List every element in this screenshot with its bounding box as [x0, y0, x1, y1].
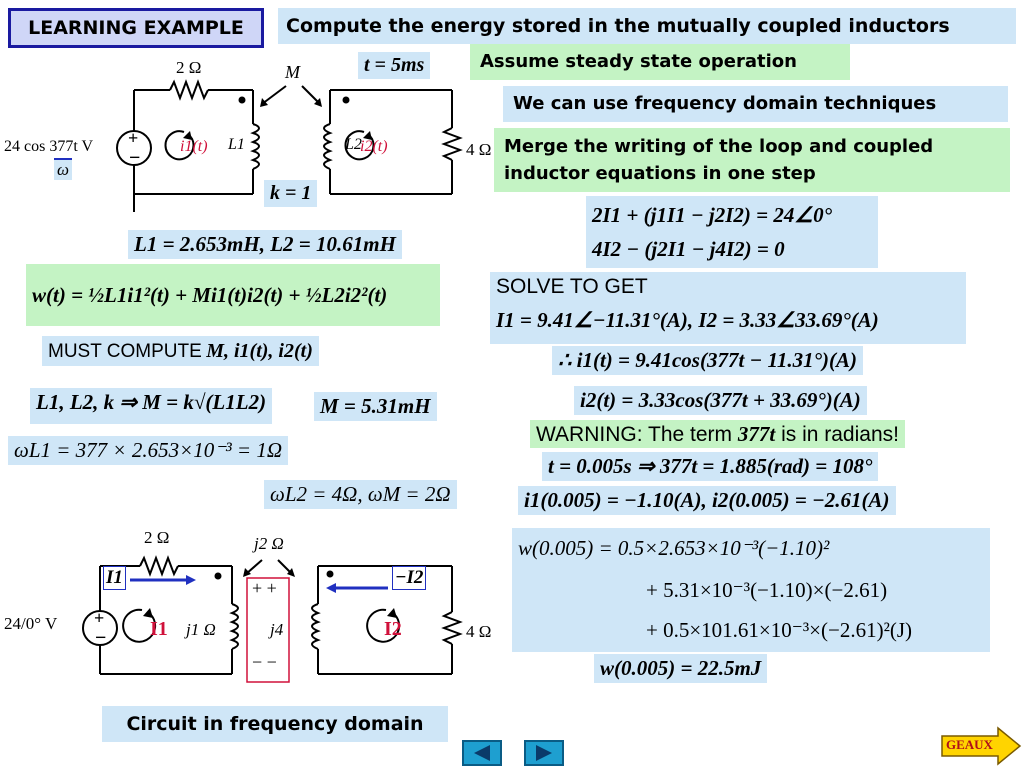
geaux-button[interactable]	[940, 726, 1022, 766]
inductor-L1	[253, 124, 259, 169]
previous-button[interactable]	[462, 740, 502, 766]
j4-label: j4	[270, 620, 284, 639]
freq-resistor-4-label: 4 Ω	[466, 622, 492, 641]
learning-example-badge: LEARNING EXAMPLE	[8, 8, 264, 48]
energy-computation	[512, 528, 990, 652]
inductor-j1	[232, 604, 238, 649]
circuit-caption: Circuit in frequency domain	[102, 706, 448, 742]
i1-time: ∴ i1(t) = 9.41cos(377t − 11.31°)(A)	[552, 346, 863, 375]
triangle-right-icon	[526, 742, 562, 764]
coupling-k: k = 1	[264, 180, 317, 207]
inductor-j4	[312, 604, 318, 649]
minus-signs: − −	[252, 652, 277, 672]
geaux-label: GEAUX	[946, 737, 993, 752]
warning-term: 377t	[737, 422, 776, 446]
warning-note	[530, 420, 905, 448]
page-title: Compute the energy stored in the mutually coupled inductors	[278, 8, 1016, 44]
inductance-values: L1 = 2.653mH, L2 = 10.61mH	[128, 230, 402, 259]
loop-equation-1: 2I1 + (j1I1 − j2I2) = 24∠0°	[592, 203, 833, 227]
svg-text:−: −	[129, 147, 141, 169]
resistor-2-ohm-freq	[140, 558, 178, 574]
resistor-4-ohm	[444, 128, 460, 160]
phasor-results: I1 = 9.41∠−11.31°(A), I2 = 3.33∠33.69°(A)	[496, 308, 879, 332]
loop-equations	[586, 196, 878, 268]
i2-time: i2(t) = 3.33cos(377t + 33.69°)(A)	[574, 386, 867, 415]
inductor-L2	[324, 124, 330, 169]
warning-text-b: is in radians!	[781, 423, 899, 446]
L2-label: L2	[345, 136, 362, 153]
must-compute-row	[42, 336, 319, 366]
I2-current-label: −I2	[392, 566, 426, 590]
I1-current-label: I1	[103, 566, 126, 590]
svg-text:+: +	[94, 608, 105, 628]
j1-label: j1 Ω	[186, 620, 216, 639]
resistor-2-ohm	[170, 82, 208, 98]
merge-note-line-2: inductor equations in one step	[504, 163, 816, 184]
triangle-left-icon	[464, 742, 500, 764]
loop-i1-label: i1(t)	[180, 138, 208, 155]
must-compute-label: MUST COMPUTE	[48, 341, 202, 362]
energy-line-2: + 5.31×10⁻³(−1.10)×(−2.61)	[646, 578, 888, 602]
energy-line-1: w(0.005) = 0.5×2.653×10⁻³(−1.10)²	[518, 536, 830, 560]
loop-I2-label: I2	[384, 618, 402, 640]
freq-source-label: 24/0° V	[4, 614, 58, 633]
merge-note	[494, 128, 1010, 192]
source-label: 24 cos 377t V	[4, 138, 94, 155]
mutual-label: M	[285, 62, 300, 82]
svg-text:−: −	[95, 627, 107, 649]
merge-note-line-1: Merge the writing of the loop and coupled	[504, 136, 934, 157]
omega-L1: ωL1 = 377 × 2.653×10⁻³ = 1Ω	[8, 436, 288, 465]
next-button[interactable]	[524, 740, 564, 766]
resistor-4-ohm-freq	[444, 612, 460, 644]
omega-label: ω	[54, 158, 72, 180]
solve-label: SOLVE TO GET	[496, 275, 648, 298]
solve-box	[490, 272, 966, 344]
time-value: t = 5ms	[358, 52, 430, 79]
warning-text-a: WARNING: The term	[536, 423, 733, 446]
energy-line-3: + 0.5×101.61×10⁻³×(−2.61)²(J)	[646, 618, 913, 642]
mutual-value: M = 5.31mH	[314, 392, 437, 421]
freq-resistor-2-label: 2 Ω	[144, 528, 170, 547]
loop-equation-2: 4I2 − (j2I1 − j4I2) = 0	[592, 237, 785, 261]
steady-state-note: Assume steady state operation	[470, 44, 850, 80]
top-resistor-4-label: 4 Ω	[466, 140, 492, 159]
energy-formula: w(t) = ½L1i1²(t) + Mi1(t)i2(t) + ½L2i2²(t)	[26, 264, 440, 326]
mutual-formula: L1, L2, k ⇒ M = k√(L1L2)	[30, 388, 272, 424]
loop-I1-label: I1	[150, 618, 168, 640]
frequency-domain-circuit	[0, 526, 500, 702]
frequency-domain-note: We can use frequency domain techniques	[503, 86, 1008, 122]
loop-i2-label: i2(t)	[360, 138, 388, 155]
top-resistor-2-label: 2 Ω	[176, 58, 202, 77]
radian-conversion: t = 0.005s ⇒ 377t = 1.885(rad) = 108°	[542, 452, 878, 481]
svg-text:+: +	[128, 128, 139, 148]
energy-result: w(0.005) = 22.5mJ	[594, 654, 767, 683]
omega-L2: ωL2 = 4Ω, ωM = 2Ω	[264, 480, 457, 509]
must-compute-vars: M, i1(t), i2(t)	[206, 340, 313, 362]
L1-label: L1	[228, 136, 245, 153]
currents-at-t: i1(0.005) = −1.10(A), i2(0.005) = −2.61(A)	[518, 486, 896, 515]
plus-signs: + +	[252, 578, 277, 598]
coupling-j2-label: j2 Ω	[254, 534, 284, 553]
